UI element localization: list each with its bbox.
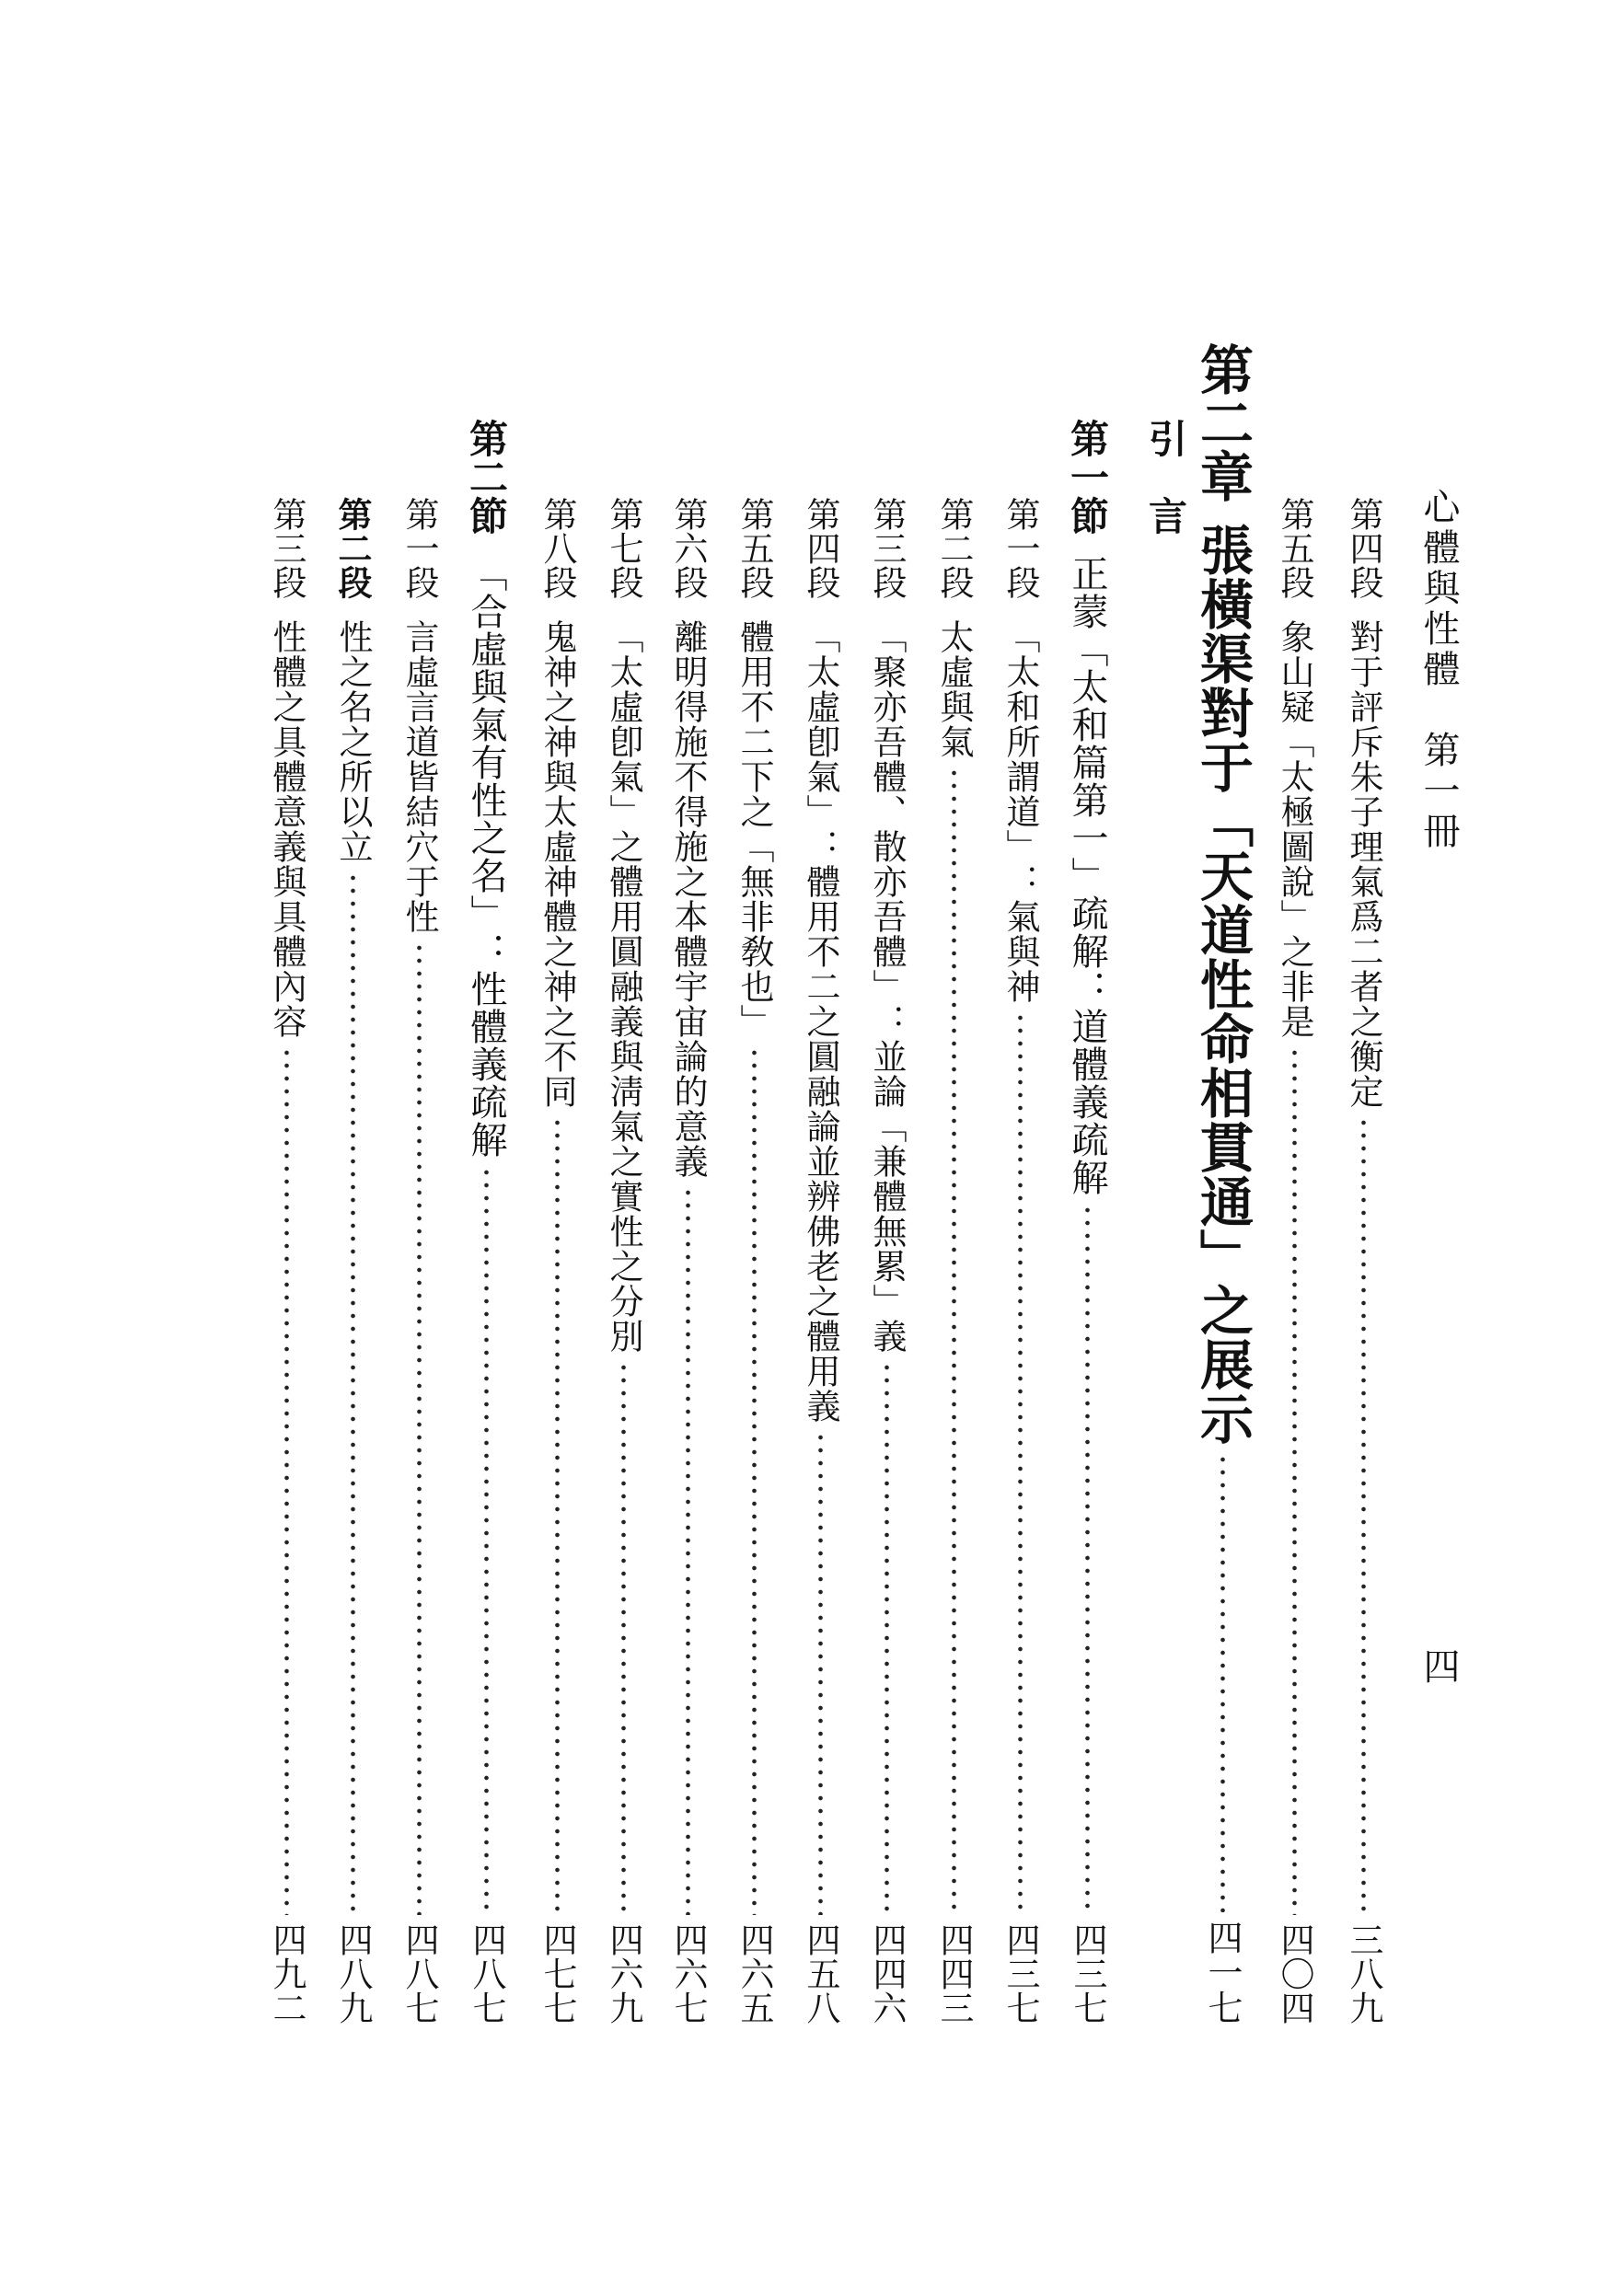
entry-label: 第二段 [934, 497, 974, 599]
entry-title: 太虛與氣 [934, 619, 974, 759]
toc-entry[interactable] [1343, 497, 1383, 2025]
dot-leader [555, 1116, 560, 1915]
chapter-label: 第二章 [1191, 342, 1254, 502]
page-number: 四 [1417, 1647, 1460, 1684]
entry-label: 第三段 [867, 497, 907, 599]
entry-page: 四六五 [734, 1922, 774, 2025]
entry-label: 第一段 [1000, 497, 1040, 599]
entry-label: 第四段 [801, 497, 840, 599]
toc-entry[interactable] [933, 497, 974, 2025]
entry-title: 離明得施不得施之本體宇宙論的意義 [668, 619, 708, 1179]
entry-title: 「太虛卽氣」：體用不二之圓融論並辨佛老之體用義 [801, 619, 840, 1424]
section-label: 第一節 [1065, 419, 1110, 535]
dot-leader [885, 1361, 889, 1915]
toc-entry[interactable] [1000, 497, 1040, 2025]
toc-entry[interactable] [734, 497, 774, 2025]
toc-entry[interactable] [399, 497, 439, 2025]
entry-label: 第五段 [734, 497, 774, 599]
section-heading[interactable] [463, 419, 509, 2025]
entry-label: 第四段 [1344, 497, 1383, 599]
entry-label: 第一段 [399, 497, 439, 599]
section-heading[interactable] [1064, 419, 1110, 2025]
dot-leader [1292, 1046, 1297, 1915]
entry-label: 第三段 [267, 497, 306, 599]
entry-title: 對于評斥朱子理氣爲二者之衡定 [1344, 619, 1383, 1109]
entry-title: 鬼神之神與太虛神體之神之不同 [538, 619, 577, 1109]
entry-page: 四八七 [399, 1922, 439, 2025]
entry-title: 「太虛卽氣」之體用圓融義與淸氣之實性之分別 [604, 619, 643, 1354]
dot-leader [621, 1361, 626, 1915]
toc-entry[interactable] [537, 497, 577, 2025]
entry-page: 四〇四 [1275, 1922, 1314, 2025]
entry-label: 第二段 [332, 497, 373, 599]
chapter-title: 張橫渠對于「天道性命相貫通」之展示 [1191, 523, 1254, 1446]
dot-leader [1085, 1204, 1090, 1915]
dot-leader [351, 871, 355, 1915]
dot-leader [818, 1431, 823, 1915]
entry-title: 象山疑「太極圖說」之非是 [1275, 619, 1314, 1039]
toc-entry[interactable] [1274, 497, 1314, 2025]
entry-page: 四五八 [801, 1922, 840, 2025]
entry-title: 體用不二下之「無非敎也」 [734, 619, 774, 1039]
entry-page: 四四六 [867, 1922, 907, 2025]
entry-page: 四八九 [333, 1922, 373, 2025]
dot-leader [1361, 1116, 1366, 1915]
entry-page: 四九二 [267, 1922, 306, 2025]
entry-title: 「聚亦吾體、散亦吾體」：並論「兼體無累」義 [867, 619, 907, 1354]
entry-title: 言虛言道皆結穴于性 [399, 619, 439, 934]
entry-page: 四三七 [1000, 1922, 1040, 2025]
entry-label: 第七段 [604, 497, 643, 599]
entry-label: 第六段 [668, 497, 708, 599]
dot-leader [417, 941, 422, 1915]
entry-page: 四六九 [604, 1922, 643, 2025]
dot-leader [1220, 1453, 1225, 1912]
toc-entry[interactable] [603, 497, 643, 2025]
entry-title: 性體之具體意義與具體內容 [267, 619, 306, 1039]
dot-leader [686, 1186, 690, 1915]
section-label: 第二節 [464, 419, 509, 535]
section-page: 四三七 [1068, 1922, 1107, 2025]
section-title: 正蒙「太和篇第一」疏解：道體義疏解 [1066, 555, 1108, 1196]
toc-entry[interactable] [266, 497, 306, 2025]
section-title: 「合虛與氣有性之名」：性體義疏解 [465, 555, 507, 1159]
toc-entry[interactable] [667, 497, 708, 2025]
toc-entry[interactable] [800, 497, 840, 2025]
entry-label: 第五段 [1275, 497, 1314, 599]
entry-page: 四七七 [538, 1922, 577, 2025]
running-title: 心體與性體 第一冊 [1417, 488, 1460, 852]
chapter-page: 四一七 [1202, 1920, 1243, 2025]
toc-entry[interactable] [332, 497, 373, 2025]
toc-entry[interactable] [866, 497, 907, 2025]
intro-heading[interactable]: 引 言 [1143, 419, 1188, 535]
dot-leader [484, 1166, 489, 1915]
dot-leader [952, 767, 956, 1915]
entry-label: 第八段 [538, 497, 577, 599]
entry-title: 性之名之所以立 [333, 619, 373, 864]
entry-title: 「太和所謂道」：氣與神 [1000, 619, 1040, 1004]
entry-page: 三八九 [1344, 1922, 1383, 2025]
dot-leader [284, 1046, 289, 1915]
chapter-heading[interactable] [1193, 342, 1252, 2025]
entry-page: 四四三 [934, 1922, 974, 2025]
entry-page: 四六七 [668, 1922, 708, 2025]
section-page: 四八七 [467, 1922, 506, 2025]
dot-leader [752, 1046, 757, 1915]
dot-leader [1018, 1011, 1023, 1915]
